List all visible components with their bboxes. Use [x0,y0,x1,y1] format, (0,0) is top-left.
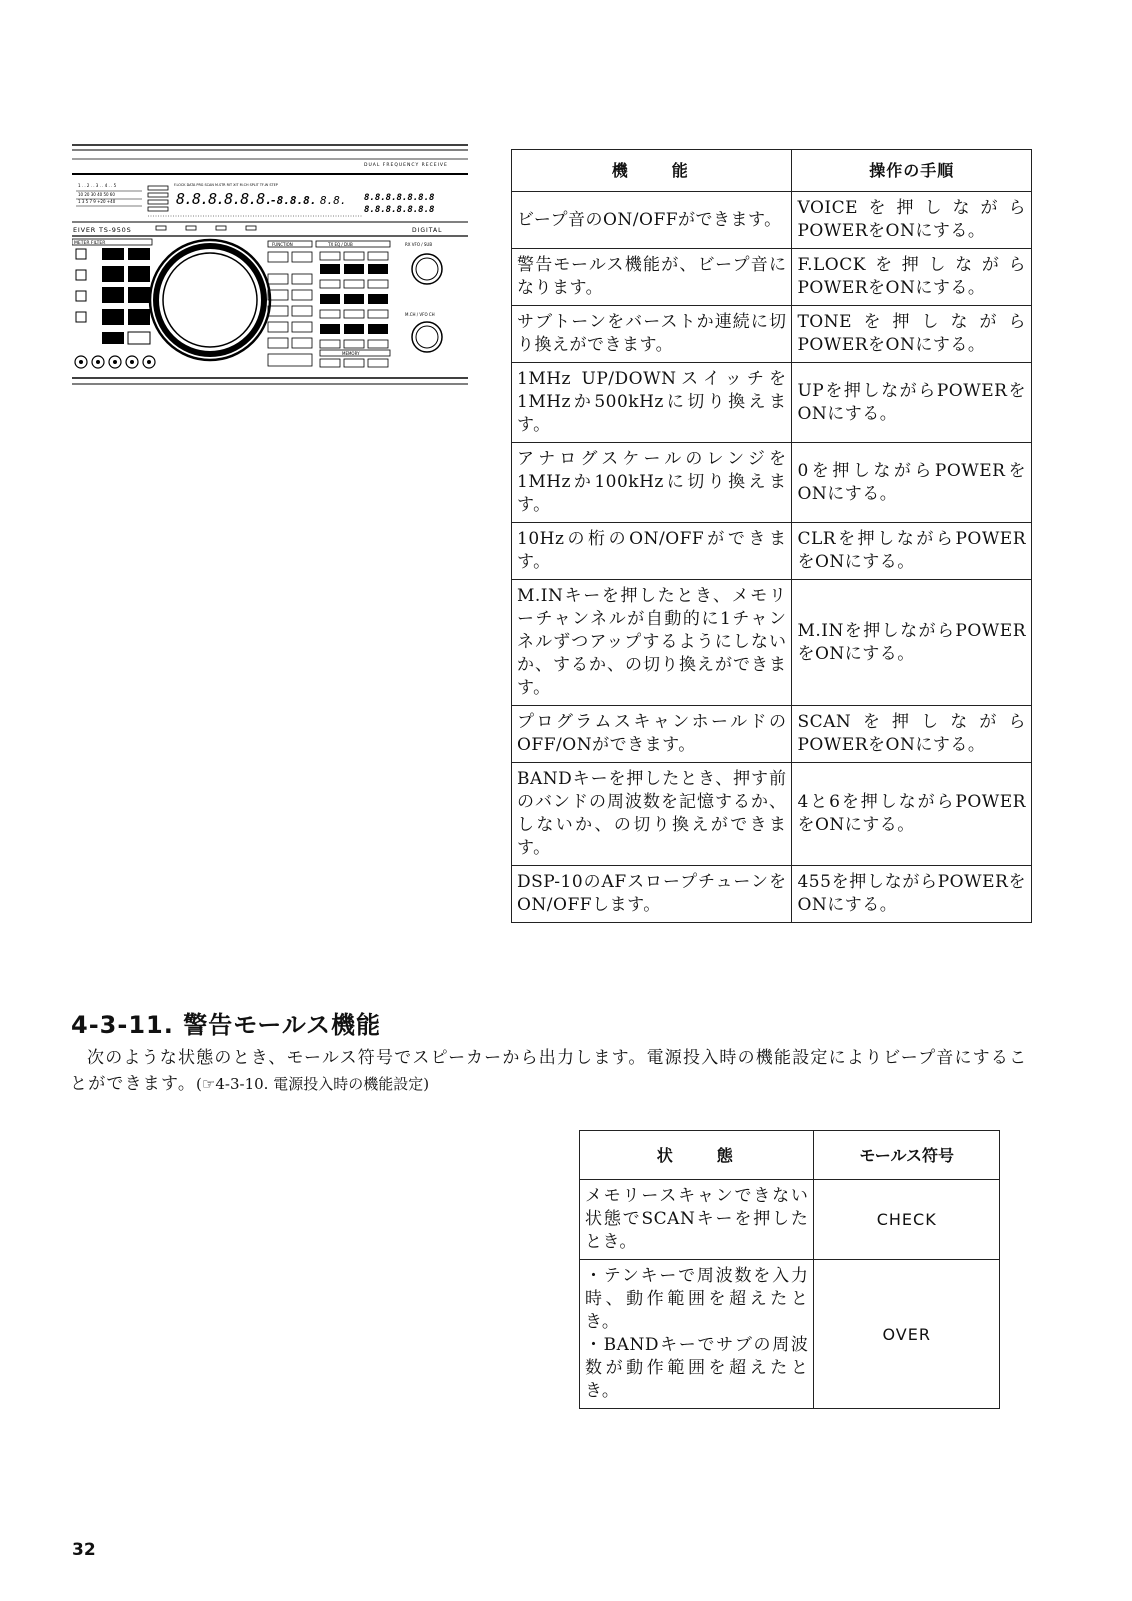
header-procedure: 操作の手順 [792,150,1032,192]
table-row [512,580,1032,706]
power-on-function-table [511,149,1032,923]
main-display: 8.8.8.8.8.8. [176,190,273,208]
warning-morse-table [579,1130,1000,1409]
svg-text:TX EQ / DUB: TX EQ / DUB [328,242,353,247]
page-number: 32 [72,1540,96,1560]
state-cell: ・テンキーで周波数を入力時、動作範囲を超えたとき。 ・BANDキーでサブの周波数が動作範囲を超えたとき。 [580,1260,814,1409]
function-cell: 警告モールス機能が、ビープ音になります。 [512,249,792,306]
dual-receive-label: DUAL FREQUENCY RECEIVE [364,163,448,168]
right-display-1: 8.8.8.8.8.8.8 [364,193,435,203]
svg-text:10 20 30 40 50 60: 10 20 30 40 50 60 [78,192,115,197]
section-body [70,1045,1032,1097]
morse-code-cell: OVER [814,1260,1000,1409]
function-cell: 1MHz UP/DOWNスイッチを1MHzか500kHzに切り換えます。 [512,363,792,443]
table-row [512,249,1032,306]
function-cell: M.INキーを押したとき、メモリーチャンネルが自動的に1チャンネルずつアップするようにしないか、するか、の切り換えができます。 [512,580,792,706]
table-row [512,763,1032,866]
table-row [580,1180,1000,1260]
procedure-cell: VOICEを押しながらPOWERをONにする。 [792,192,1032,249]
morse-code-cell: CHECK [814,1180,1000,1260]
svg-text:1 . . 2 . . 3 . . 4 . . 5: 1 . . 2 . . 3 . . 4 . . 5 [78,183,117,188]
table-row [512,866,1032,923]
top-labels: F.LOCK DATA PRG SCAN M.STR RIT XIT M.CH SPLIT TF-W STEP [174,183,278,187]
svg-text:FUNCTION: FUNCTION [272,242,293,247]
header-function: 機 能 [512,150,792,192]
procedure-cell: UPを押しながらPOWERをONにする。 [792,363,1032,443]
procedure-cell: CLRを押しながらPOWERをONにする。 [792,523,1032,580]
function-cell: プログラムスキャンホールドのOFF/ONができます。 [512,706,792,763]
table-row [512,306,1032,363]
function-cell: サブトーンをバーストか連続に切り換えができます。 [512,306,792,363]
digital-label: DIGITAL [412,227,443,234]
right-display-2: 8.8.8.8.8.8.8 [364,205,435,215]
right-knobs [412,254,442,352]
function-cell: 10Hzの桁のON/OFFができます。 [512,523,792,580]
svg-text:METER FILTER: METER FILTER [74,241,106,246]
procedure-cell: F.LOCKを押しながらPOWERをONにする。 [792,249,1032,306]
table-row [512,523,1032,580]
radio-panel-illustration [72,144,468,396]
function-cell: アナログスケールのレンジを1MHzか100kHzに切り換えます。 [512,443,792,523]
table-row [512,706,1032,763]
table-row [512,363,1032,443]
procedure-cell: 0を押しながらPOWERをONにする。 [792,443,1032,523]
section-reference: (☞4-3-10. 電源投入時の機能設定) [196,1075,430,1093]
svg-text:MEMORY: MEMORY [342,351,360,356]
sub-display: -8.8.8. [270,194,317,207]
section-body-text: 次のような状態のとき、モールス符号でスピーカーから出力します。電源投入時の機能設定によりビープ音にすることができます。 [70,1048,1028,1094]
table-row [512,443,1032,523]
main-tuning-knob [150,240,270,360]
table-row [512,192,1032,249]
procedure-cell: M.INを押しながらPOWERをONにする。 [792,580,1032,706]
function-cell: BANDキーを押したとき、押す前のバンドの周波数を記憶するか、しないか、の切り換えができます。 [512,763,792,866]
svg-text:1 3 5 7 9 +20 +40: 1 3 5 7 9 +20 +40 [78,199,116,204]
small-display: 8.8. [320,194,347,207]
header-state: 状 態 [580,1131,814,1180]
procedure-cell: 4と6を押しながらPOWERをONにする。 [792,763,1032,866]
procedure-cell: SCANを押しながらPOWERをONにする。 [792,706,1032,763]
header-morse-code: モールス符号 [814,1131,1000,1180]
function-cell: ビープ音のON/OFFができます。 [512,192,792,249]
function-cell: DSP-10のAFスロープチューンをON/OFFします。 [512,866,792,923]
table-row [580,1260,1000,1409]
svg-text:RX VFO / SUB: RX VFO / SUB [405,242,433,247]
procedure-cell: TONEを押しながらPOWERをONにする。 [792,306,1032,363]
state-cell: メモリースキャンできない状態でSCANキーを押したとき。 [580,1180,814,1260]
section-heading: 4-3-11. 警告モールス機能 [71,1011,382,1039]
model-label: EIVER TS-950S [73,226,132,234]
svg-text:M.CH / VFO CH: M.CH / VFO CH [405,312,435,317]
procedure-cell: 455を押しながらPOWERをONにする。 [792,866,1032,923]
